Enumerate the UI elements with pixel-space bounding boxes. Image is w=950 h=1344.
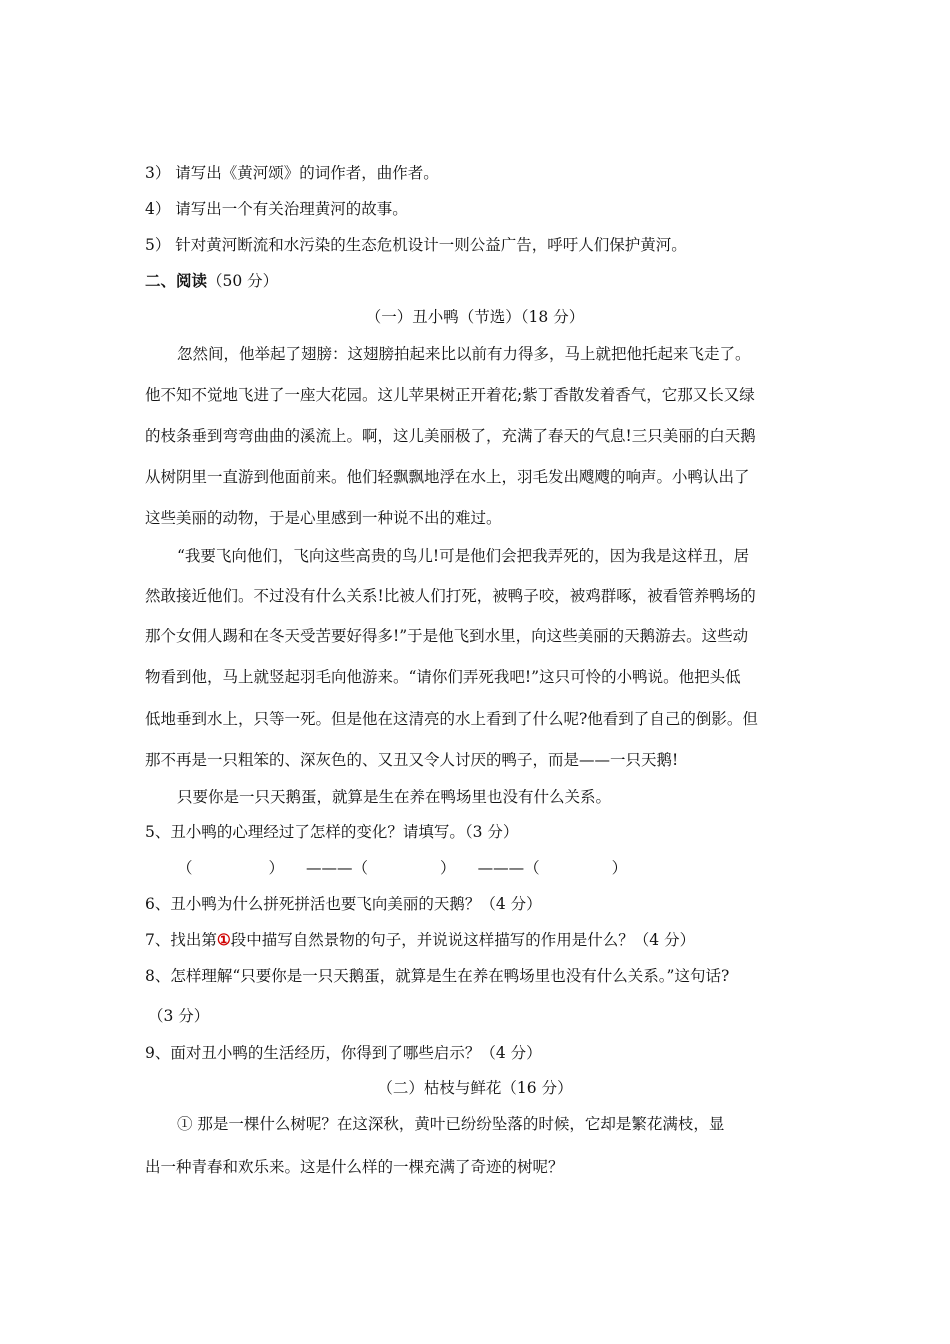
passage-2-title: （二）枯枝与鲜花（16 分） <box>377 1079 573 1097</box>
question-7-text: 段中描写自然景物的句子，并说说这样描写的作用是什么？（4 分） <box>230 931 696 949</box>
arrow-2: ———（ <box>477 859 540 877</box>
question-6: 6、丑小鸭为什么拼死拼活也要飞向美丽的天鹅？（4 分） <box>145 895 542 913</box>
question-3: 3） 请写出《黄河颂》的词作者，曲作者。 <box>145 164 439 182</box>
passage-1-line: 那个女佣人踢和在冬天受苦要好得多!”于是他飞到水里，向这些美丽的天鹅游去。这些动 <box>145 627 749 645</box>
question-7 <box>145 930 695 950</box>
question-5: 5、丑小鸭的心理经过了怎样的变化？请填写。（3 分） <box>145 823 519 841</box>
question-8: 8、怎样理解“只要你是一只天鹅蛋，就算是生在养在鸭场里也没有什么关系。”这句话? <box>145 967 730 985</box>
passage-1-title: （一）丑小鸭（节选）（18 分） <box>365 308 585 326</box>
passage-1-line: 然敢接近他们。不过没有什么关系!比被人们打死，被鸭子咬，被鸡群啄，被看管养鸭场的 <box>145 587 756 605</box>
blank-open: （ <box>177 859 193 877</box>
passage-1-line: 他不知不觉地飞进了一座大花园。这儿苹果树正开着花;紫丁香散发着香气，它那又长又绿 <box>145 386 755 404</box>
passage-1-line: “我要飞向他们，飞向这些高贵的鸟儿!可是他们会把我弄死的，因为我是这样丑，居 <box>177 547 750 565</box>
blank-close: ） <box>268 859 285 877</box>
paragraph-mark: ① <box>216 930 231 949</box>
blank-close: ） <box>440 859 456 877</box>
question-8-score: （3 分） <box>148 1007 210 1025</box>
question-4: 4） 请写出一个有关治理黄河的故事。 <box>145 200 408 218</box>
blank-close: ） <box>611 859 628 877</box>
passage-1-line: 忽然间，他举起了翅膀：这翅膀拍起来比以前有力得多，马上就把他托起来飞走了。 <box>177 345 751 363</box>
arrow-1: ———（ <box>306 859 369 877</box>
question-5-ad: 5） 针对黄河断流和水污染的生态危机设计一则公益广告，呼吁人们保护黄河。 <box>145 236 687 254</box>
section-label: 二、阅读 <box>145 271 208 290</box>
section-heading-reading <box>145 271 278 291</box>
fill-blanks-row <box>177 858 627 878</box>
passage-1-line: 这些美丽的动物，于是心里感到一种说不出的难过。 <box>145 509 502 527</box>
passage-1-line: 只要你是一只天鹅蛋，就算是生在养在鸭场里也没有什么关系。 <box>177 788 612 806</box>
passage-1-line: 低地垂到水上，只等一死。但是他在这清亮的水上看到了什么呢?他看到了自己的倒影。但 <box>145 710 758 728</box>
question-9: 9、面对丑小鸭的生活经历，你得到了哪些启示？（4 分） <box>145 1044 542 1062</box>
question-7-prefix: 7、找出第 <box>145 931 217 949</box>
passage-1-line: 从树阴里一直游到他面前来。他们轻飘飘地浮在水上，羽毛发出飕飕的响声。小鸭认出了 <box>145 468 750 486</box>
passage-1-line: 那不再是一只粗笨的、深灰色的、又丑又令人讨厌的鸭子，而是——一只天鹅! <box>145 751 679 769</box>
passage-1-line: 的枝条垂到弯弯曲曲的溪流上。啊，这儿美丽极了，充满了春天的气息!三只美丽的白天鹅 <box>145 427 756 445</box>
passage-1-line: 物看到他，马上就竖起羽毛向他游来。“请你们弄死我吧!”这只可怜的小鸭说。他把头低 <box>145 668 741 686</box>
section-score: （50 分） <box>207 272 279 290</box>
passage-2-line: 出一种青春和欢乐来。这是什么样的一棵充满了奇迹的树呢？ <box>145 1158 564 1176</box>
passage-2-line: ① 那是一棵什么树呢？在这深秋，黄叶已纷纷坠落的时候，它却是繁花满枝，显 <box>177 1115 725 1133</box>
